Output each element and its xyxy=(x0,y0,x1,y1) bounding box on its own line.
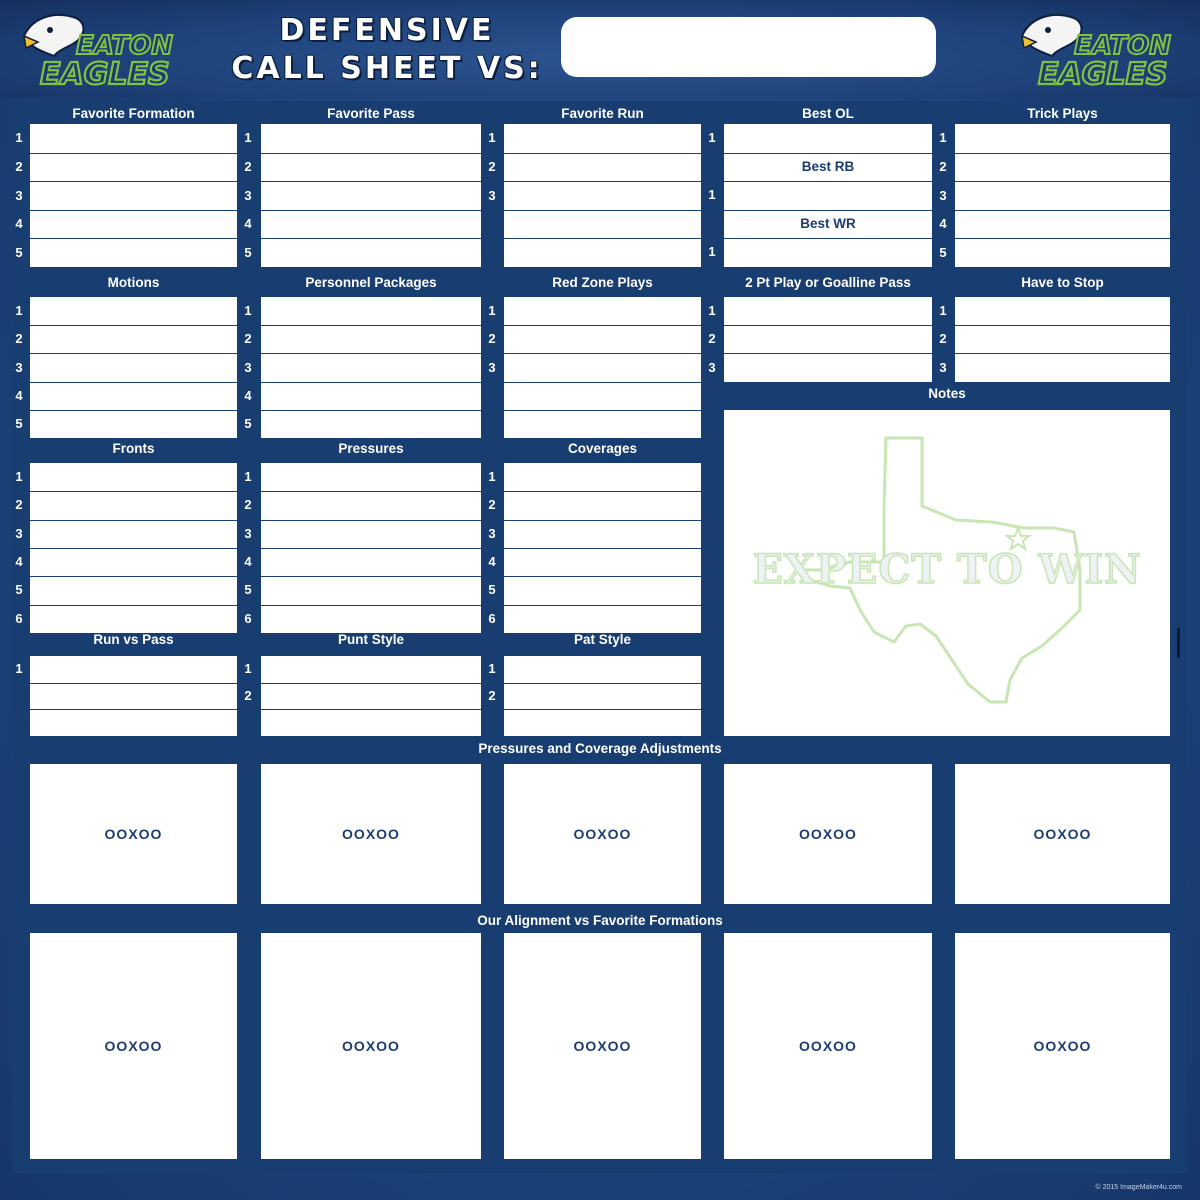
trick-plays-row-line xyxy=(955,210,1170,211)
favorite-run-row-line xyxy=(504,238,701,239)
alignment-formation-box[interactable] xyxy=(261,933,481,1159)
coverages-grid[interactable] xyxy=(504,463,701,633)
favorite-formation-grid[interactable] xyxy=(30,124,237,267)
pat-style-row-line xyxy=(504,683,701,684)
motions-row-number: 5 xyxy=(15,415,23,431)
pressures-row-line xyxy=(261,605,481,606)
trick-plays-row-number: 4 xyxy=(939,216,947,232)
coverages-row-line xyxy=(504,491,701,492)
trick-plays-row-line xyxy=(955,181,1170,182)
have-to-stop-grid[interactable] xyxy=(955,297,1170,382)
pat-style-title: Pat Style xyxy=(573,632,632,647)
personnel-packages-row-number: 1 xyxy=(244,303,252,319)
fronts-row-line xyxy=(30,520,237,521)
motions-row-line xyxy=(30,382,237,383)
favorite-pass-row-number: 3 xyxy=(244,187,252,203)
coverages-row-line xyxy=(504,520,701,521)
pressures-row-number: 1 xyxy=(244,469,252,485)
two-pt-play-row-number: 3 xyxy=(708,359,716,375)
personnel-packages-grid[interactable] xyxy=(261,297,481,438)
red-zone-plays-row-line xyxy=(504,353,701,354)
pat-style-row-line xyxy=(504,709,701,710)
punt-style-row-line xyxy=(261,683,481,684)
fronts-row-number: 3 xyxy=(15,525,23,541)
pressure-adjustment-box[interactable] xyxy=(504,764,701,904)
have-to-stop-row-line xyxy=(955,325,1170,326)
personnel-packages-row-number: 4 xyxy=(244,387,252,403)
pat-style-grid[interactable] xyxy=(504,656,701,736)
fronts-row-number: 6 xyxy=(15,610,23,626)
coverages-row-number: 4 xyxy=(488,554,496,570)
favorite-formation-row-line xyxy=(30,238,237,239)
have-to-stop-row-number: 1 xyxy=(939,303,947,319)
pressures-row-line xyxy=(261,548,481,549)
fronts-grid[interactable] xyxy=(30,463,237,633)
trick-plays-row-number: 5 xyxy=(939,244,947,260)
motions-grid[interactable] xyxy=(30,297,237,438)
coverages-row-line xyxy=(504,605,701,606)
fronts-row-number: 4 xyxy=(15,554,23,570)
pressures-grid[interactable] xyxy=(261,463,481,633)
logo-word-eaton: EATON xyxy=(76,31,173,61)
motions-row-number: 3 xyxy=(15,359,23,375)
two-pt-play-row-number: 1 xyxy=(708,303,716,319)
favorite-pass-title: Favorite Pass xyxy=(327,106,415,121)
red-zone-plays-row-number: 1 xyxy=(488,303,496,319)
motions-title: Motions xyxy=(107,275,160,290)
eaton-eagles-logo-left xyxy=(20,8,180,92)
red-zone-plays-row-line xyxy=(504,410,701,411)
pressure-adjustment-box[interactable] xyxy=(261,764,481,904)
run-vs-pass-grid[interactable] xyxy=(30,656,237,736)
run-vs-pass-row-line xyxy=(30,709,237,710)
motions-row-number: 4 xyxy=(15,387,23,403)
favorite-pass-grid[interactable] xyxy=(261,124,481,267)
personnel-packages-row-line xyxy=(261,353,481,354)
best-ol-row-line xyxy=(724,238,932,239)
formation-label: OOXOO xyxy=(342,826,400,842)
formation-label: OOXOO xyxy=(799,826,857,842)
best-rb-label: Best RB xyxy=(801,158,855,174)
punt-style-row-number: 1 xyxy=(244,661,252,677)
copyright-text: © 2015 ImageMaker4u.com xyxy=(1095,1184,1182,1191)
favorite-formation-row-number: 4 xyxy=(15,216,23,232)
favorite-pass-row-line xyxy=(261,153,481,154)
best-ol-grid[interactable] xyxy=(724,124,932,267)
favorite-pass-row-number: 1 xyxy=(244,130,252,146)
pressure-adjustment-box[interactable] xyxy=(955,764,1170,904)
fronts-row-line xyxy=(30,576,237,577)
favorite-run-grid[interactable] xyxy=(504,124,701,267)
have-to-stop-title: Have to Stop xyxy=(1021,275,1104,290)
pressures-row-line xyxy=(261,576,481,577)
alignment-formation-box[interactable] xyxy=(955,933,1170,1159)
favorite-run-row-line xyxy=(504,153,701,154)
red-zone-plays-row-line xyxy=(504,382,701,383)
personnel-packages-row-line xyxy=(261,325,481,326)
notes-title: Notes xyxy=(928,386,966,401)
pressures-row-line xyxy=(261,520,481,521)
logo-word-eagles: EAGLES xyxy=(1038,57,1168,92)
pat-style-row-number: 1 xyxy=(488,661,496,677)
personnel-packages-title: Personnel Packages xyxy=(305,275,437,290)
have-to-stop-row-line xyxy=(955,353,1170,354)
red-zone-plays-title: Red Zone Plays xyxy=(552,275,653,290)
favorite-formation-row-line xyxy=(30,181,237,182)
motions-row-number: 2 xyxy=(15,331,23,347)
favorite-pass-row-line xyxy=(261,238,481,239)
favorite-formation-row-number: 3 xyxy=(15,187,23,203)
formation-label: OOXOO xyxy=(342,1038,400,1054)
coverages-title: Coverages xyxy=(567,441,638,456)
coverages-row-number: 1 xyxy=(488,469,496,485)
formation-label: OOXOO xyxy=(104,826,163,842)
red-zone-plays-row-number: 2 xyxy=(488,331,496,347)
run-vs-pass-title: Run vs Pass xyxy=(93,632,174,647)
two-pt-play-row-line xyxy=(724,325,932,326)
favorite-pass-row-number: 5 xyxy=(244,244,252,260)
red-zone-plays-row-line xyxy=(504,325,701,326)
favorite-run-title: Favorite Run xyxy=(561,106,644,121)
motions-row-line xyxy=(30,325,237,326)
formation-label: OOXOO xyxy=(799,1038,857,1054)
personnel-packages-row-number: 2 xyxy=(244,331,252,347)
trick-plays-row-line xyxy=(955,153,1170,154)
formation-label: OOXOO xyxy=(573,1038,632,1054)
alignment-formation-box[interactable] xyxy=(30,933,237,1159)
fronts-row-line xyxy=(30,548,237,549)
have-to-stop-row-number: 2 xyxy=(939,331,947,347)
favorite-formation-row-number: 2 xyxy=(15,158,23,174)
pressures-row-number: 4 xyxy=(244,554,252,570)
formation-label: OOXOO xyxy=(1033,1038,1092,1054)
fronts-title: Fronts xyxy=(112,441,155,456)
trick-plays-row-number: 3 xyxy=(939,187,947,203)
trick-plays-row-number: 2 xyxy=(939,158,947,174)
pressures-row-line xyxy=(261,491,481,492)
page-title-line-1: DEFENSIVE xyxy=(279,13,495,48)
formation-label: OOXOO xyxy=(573,826,632,842)
favorite-formation-row-number: 5 xyxy=(15,244,23,260)
motions-row-number: 1 xyxy=(15,303,23,319)
favorite-run-row-line xyxy=(504,181,701,182)
favorite-run-row-line xyxy=(504,210,701,211)
fronts-row-line xyxy=(30,605,237,606)
alignment-formation-box[interactable] xyxy=(504,933,701,1159)
favorite-pass-row-number: 2 xyxy=(244,158,252,174)
pressure-adjustment-title: Pressures and Coverage Adjustments xyxy=(478,741,722,756)
favorite-formation-row-number: 1 xyxy=(15,130,23,146)
favorite-formation-row-line xyxy=(30,210,237,211)
pressures-row-number: 3 xyxy=(244,525,252,541)
formation-label: OOXOO xyxy=(1033,826,1092,842)
punt-style-row-number: 2 xyxy=(244,688,252,704)
trick-plays-grid[interactable] xyxy=(955,124,1170,267)
best-wr-row-number: 1 xyxy=(708,244,716,260)
fronts-row-number: 5 xyxy=(15,582,23,598)
trick-plays-row-line xyxy=(955,238,1170,239)
pat-style-row-number: 2 xyxy=(488,688,496,704)
best-ol-row-line xyxy=(724,181,932,182)
pressures-row-number: 6 xyxy=(244,610,252,626)
pressures-row-number: 5 xyxy=(244,582,252,598)
favorite-pass-row-line xyxy=(261,181,481,182)
two-pt-play-grid[interactable] xyxy=(724,297,932,382)
best-ol-row-number: 1 xyxy=(708,130,716,146)
personnel-packages-row-number: 5 xyxy=(244,415,252,431)
pressures-title: Pressures xyxy=(338,441,404,456)
have-to-stop-row-number: 3 xyxy=(939,359,947,375)
notes-motto: EXPECT TO WIN xyxy=(752,546,1142,593)
pressure-adjustment-box[interactable] xyxy=(30,764,237,904)
eagle-logo-icon xyxy=(20,8,180,92)
formation-label: OOXOO xyxy=(104,1038,163,1054)
best-rb-row-number: 1 xyxy=(708,187,716,203)
coverages-row-line xyxy=(504,576,701,577)
punt-style-row-line xyxy=(261,709,481,710)
coverages-row-line xyxy=(504,548,701,549)
coverages-row-number: 6 xyxy=(488,610,496,626)
favorite-run-row-number: 2 xyxy=(488,158,496,174)
personnel-packages-row-line xyxy=(261,382,481,383)
trick-plays-row-number: 1 xyxy=(939,130,947,146)
favorite-formation-title: Favorite Formation xyxy=(72,106,195,121)
fronts-row-number: 1 xyxy=(15,469,23,485)
favorite-run-row-number: 1 xyxy=(488,130,496,146)
opponent-name-field[interactable] xyxy=(561,17,936,77)
favorite-pass-row-line xyxy=(261,210,481,211)
red-zone-plays-grid[interactable] xyxy=(504,297,701,438)
punt-style-grid[interactable] xyxy=(261,656,481,736)
notes-area[interactable] xyxy=(724,410,1170,736)
logo-word-eagles: EAGLES xyxy=(40,57,170,92)
logo-word-eaton: EATON xyxy=(1074,31,1171,61)
pressures-row-number: 2 xyxy=(244,497,252,513)
fronts-row-line xyxy=(30,491,237,492)
motions-row-line xyxy=(30,410,237,411)
alignment-formation-title: Our Alignment vs Favorite Formations xyxy=(477,913,723,928)
favorite-run-row-number: 3 xyxy=(488,187,496,203)
best-wr-label: Best WR xyxy=(800,215,856,231)
two-pt-play-title: 2 Pt Play or Goalline Pass xyxy=(745,275,911,290)
personnel-packages-row-line xyxy=(261,410,481,411)
favorite-formation-row-line xyxy=(30,153,237,154)
red-zone-plays-row-number: 3 xyxy=(488,359,496,375)
two-pt-play-row-number: 2 xyxy=(708,331,716,347)
best-ol-title: Best OL xyxy=(802,106,854,121)
coverages-row-number: 2 xyxy=(488,497,496,513)
fronts-row-number: 2 xyxy=(15,497,23,513)
eagle-logo-icon xyxy=(1018,8,1178,92)
two-pt-play-row-line xyxy=(724,353,932,354)
page-title-line-2: CALL SHEET VS: xyxy=(231,51,543,86)
punt-style-title: Punt Style xyxy=(337,632,404,647)
run-vs-pass-row-line xyxy=(30,683,237,684)
coverages-row-number: 5 xyxy=(488,582,496,598)
favorite-pass-row-number: 4 xyxy=(244,216,252,232)
personnel-packages-row-number: 3 xyxy=(244,359,252,375)
run-vs-pass-row-number: 1 xyxy=(15,661,23,677)
alignment-formation-box[interactable] xyxy=(724,933,932,1159)
motions-row-line xyxy=(30,353,237,354)
trick-plays-title: Trick Plays xyxy=(1027,106,1098,121)
eaton-eagles-logo-right xyxy=(1018,8,1178,92)
pressure-adjustment-box[interactable] xyxy=(724,764,932,904)
scrollbar[interactable] xyxy=(1177,628,1180,658)
coverages-row-number: 3 xyxy=(488,525,496,541)
